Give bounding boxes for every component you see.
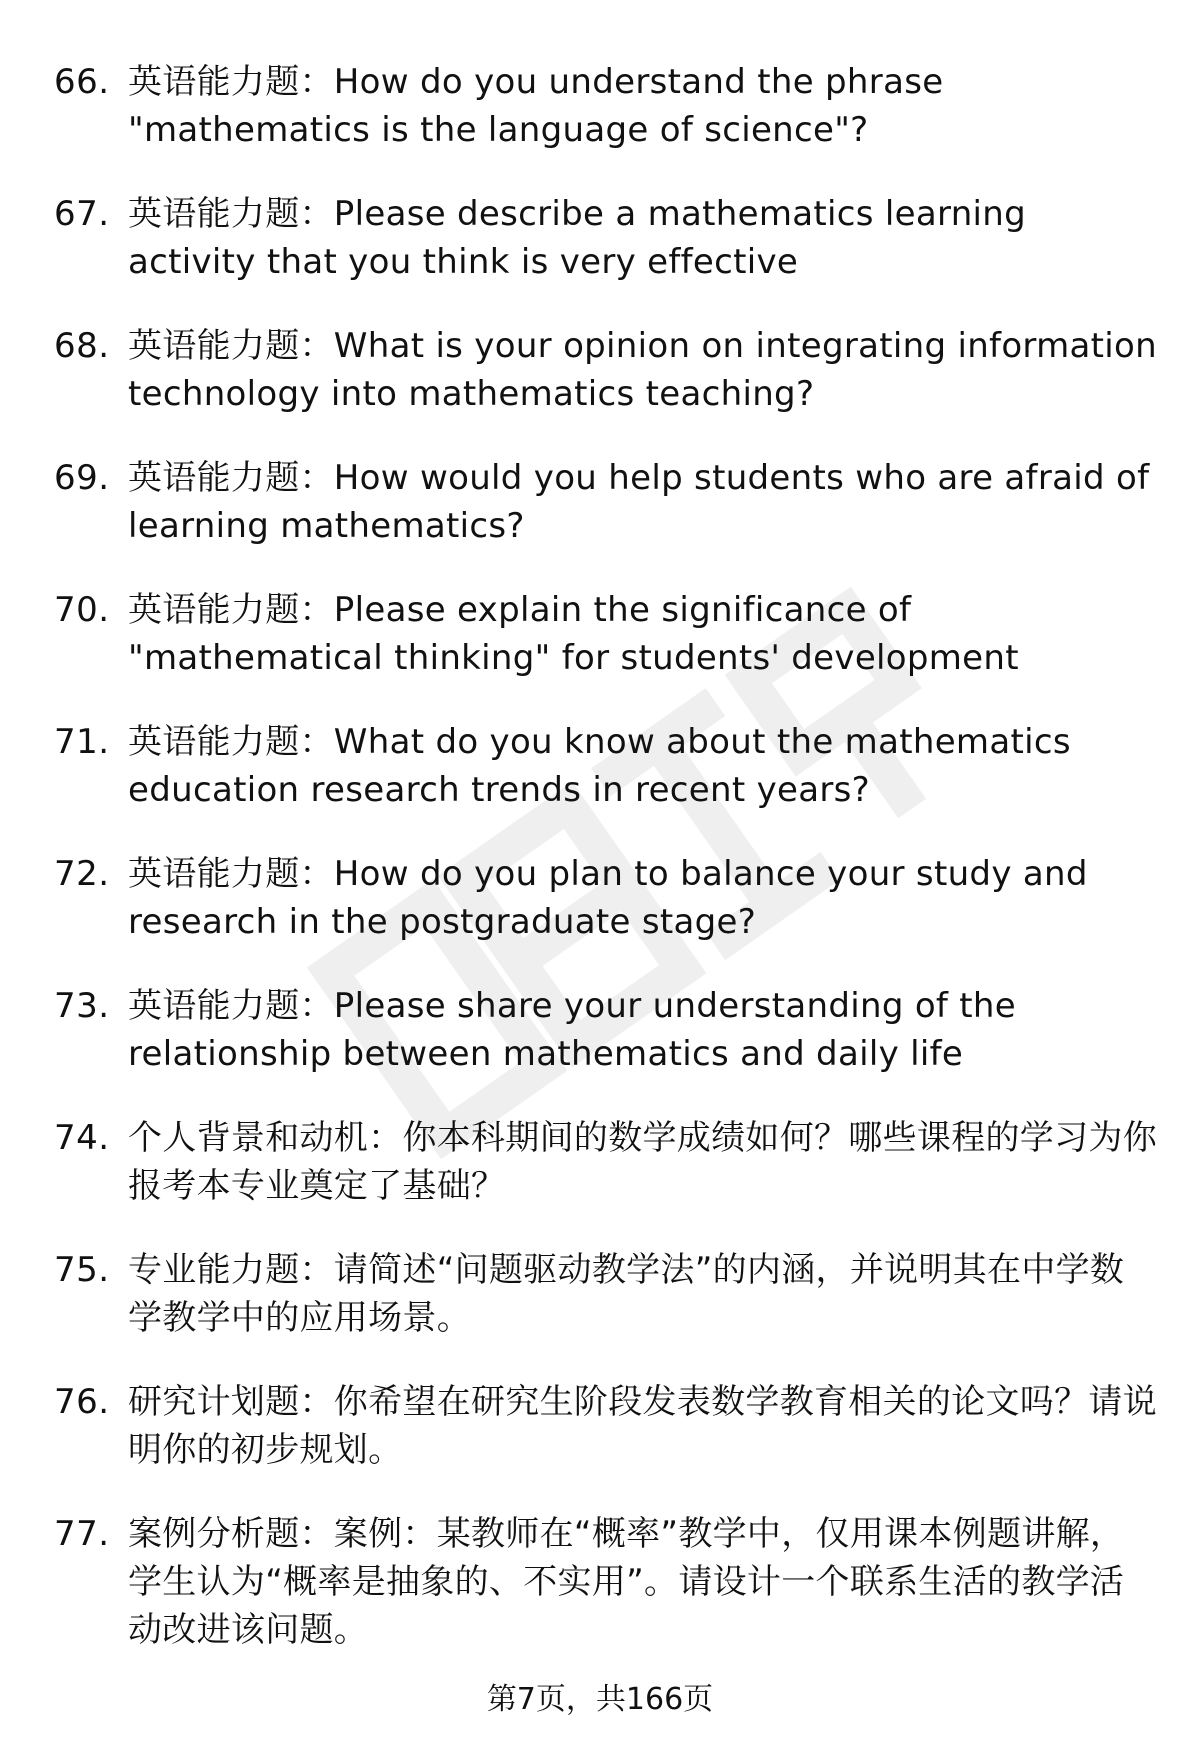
question-text: 个人背景和动机：你本科期间的数学成绩如何？哪些课程的学习为你报考本专业奠定了基础？: [128, 1118, 1157, 1206]
list-item: [0, 982, 1200, 1114]
question-number: 77.: [54, 1514, 110, 1554]
question-text: 英语能力题：How do you plan to balance your study and research in the postgraduate stage?: [128, 854, 1088, 942]
question-number: 70.: [54, 590, 110, 630]
question-number: 69.: [54, 458, 110, 498]
question-number: 76.: [54, 1382, 110, 1422]
question-text: 英语能力题：What do you know about the mathematics education research trends in recent years?: [128, 722, 1071, 810]
question-text: 英语能力题：Please describe a mathematics learning activity that you think is very effective: [128, 194, 1027, 282]
question-list: [0, 58, 1200, 1686]
question-number: 74.: [54, 1118, 110, 1158]
question-number: 68.: [54, 326, 110, 366]
question-number: 73.: [54, 986, 110, 1026]
list-item: [0, 58, 1200, 190]
list-item: [0, 454, 1200, 586]
question-text: 英语能力题：What is your opinion on integrating information technology into mathematics teaching?: [128, 326, 1157, 414]
list-item: [0, 718, 1200, 850]
question-text: 专业能力题：请简述“问题驱动教学法”的内涵，并说明其在中学数学教学中的应用场景。: [128, 1250, 1125, 1338]
question-text: 英语能力题：Please share your understanding of the relationship between mathematics and daily life: [128, 986, 1017, 1074]
question-text: 案例分析题：案例：某教师在“概率”教学中，仅用课本例题讲解，学生认为“概率是抽象的、不实用”。请设计一个联系生活的教学活动改进该问题。: [128, 1514, 1125, 1650]
question-number: 66.: [54, 62, 110, 102]
question-number: 71.: [54, 722, 110, 762]
list-item: [0, 1510, 1200, 1686]
question-text: 英语能力题：Please explain the significance of "mathematical thinking" for students' development: [128, 590, 1019, 678]
question-text: 研究计划题：你希望在研究生阶段发表数学教育相关的论文吗？请说明你的初步规划。: [128, 1382, 1157, 1470]
list-item: [0, 190, 1200, 322]
list-item: [0, 850, 1200, 982]
list-item: [0, 1114, 1200, 1246]
question-text: 英语能力题：How do you understand the phrase "mathematics is the language of science"?: [128, 62, 944, 150]
page-footer: [0, 1680, 1200, 1720]
question-number: 67.: [54, 194, 110, 234]
page-number-label: 第7页，共166页: [486, 1682, 714, 1717]
list-item: [0, 322, 1200, 454]
question-number: 72.: [54, 854, 110, 894]
list-item: [0, 586, 1200, 718]
list-item: [0, 1378, 1200, 1510]
question-text: 英语能力题：How would you help students who are afraid of learning mathematics?: [128, 458, 1150, 546]
list-item: [0, 1246, 1200, 1378]
question-number: 75.: [54, 1250, 110, 1290]
